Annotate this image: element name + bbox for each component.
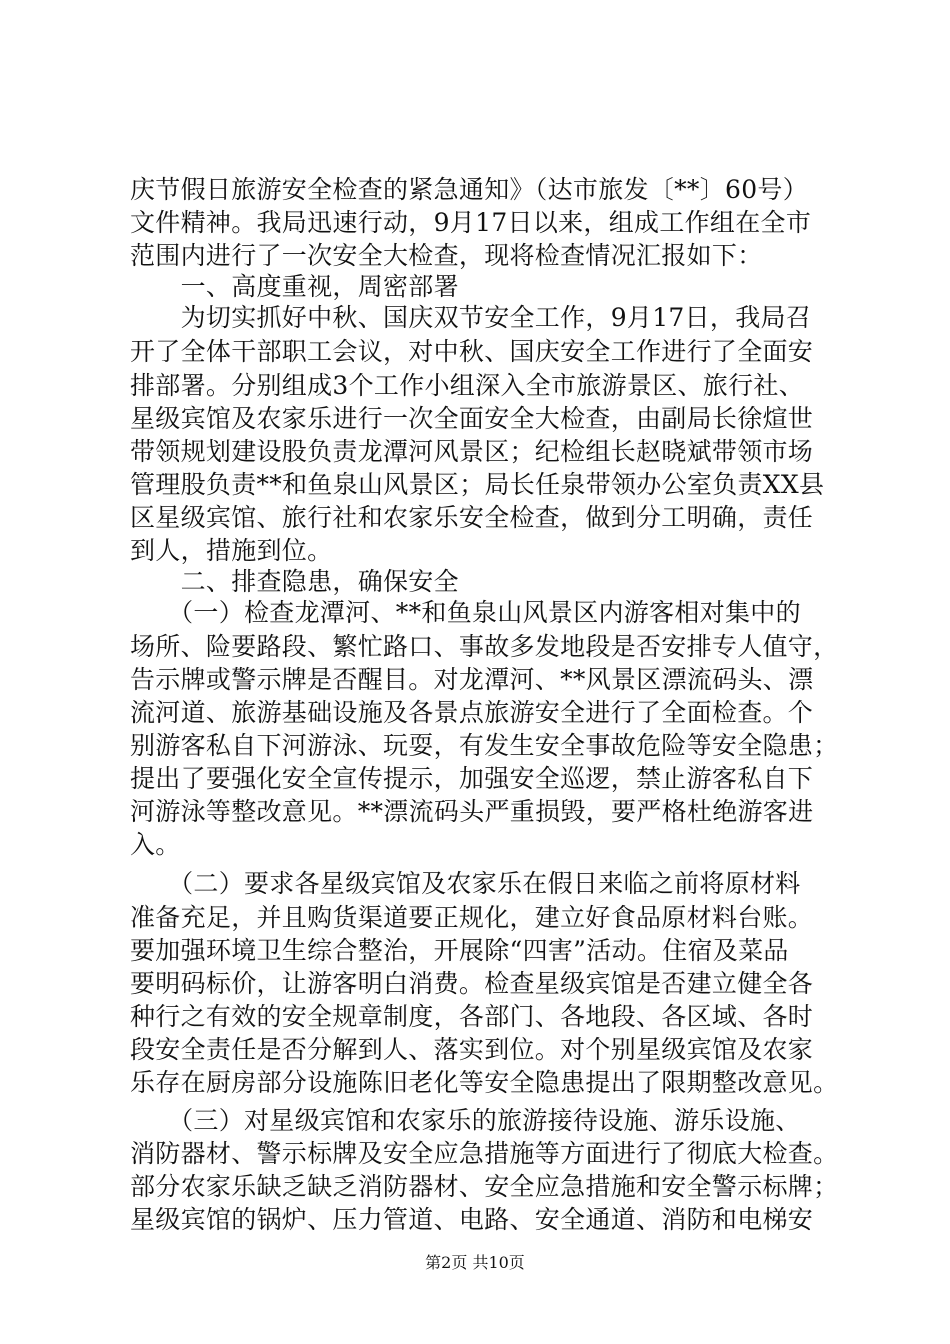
text-line: 要加强环境卫生综合整治，开展除“四害”活动。住宿及菜品 bbox=[130, 936, 789, 965]
text-line: 别游客私自下河游泳、玩耍，有发生安全事故危险等安全隐患； bbox=[130, 731, 839, 760]
page-number-footer: 第2页 共10页 bbox=[425, 1253, 525, 1272]
text-line: 范围内进行了一次安全大检查，现将检查情况汇报如下： bbox=[130, 241, 763, 270]
text-line: 要明码标价，让游客明白消费。检查星级宾馆是否建立健全各 bbox=[130, 969, 814, 998]
text-line: 乐存在厨房部分设施陈旧老化等安全隐患提出了限期整改意见。 bbox=[130, 1068, 839, 1097]
text-line: 为切实抓好中秋、国庆双节安全工作，9月17日，我局召 bbox=[130, 303, 812, 332]
text-line: 庆节假日旅游安全检查的紧急通知》（达市旅发〔**〕60号） bbox=[130, 175, 809, 204]
text-line: 排部署。分别组成3个工作小组深入全市旅游景区、旅行社、 bbox=[130, 371, 805, 400]
text-line: 星级宾馆及农家乐进行一次全面安全大检查，由副局长徐煊世 bbox=[130, 404, 814, 433]
text-line: 带领规划建设股负责龙潭河风景区；纪检组长赵晓斌带领市场 bbox=[130, 437, 814, 466]
text-line: 入。 bbox=[130, 830, 181, 859]
text-line: 段安全责任是否分解到人、落实到位。对个别星级宾馆及农家 bbox=[130, 1035, 814, 1064]
text-line: 到人，措施到位。 bbox=[130, 536, 333, 565]
text-line: 开了全体干部职工会议，对中秋、国庆安全工作进行了全面安 bbox=[130, 337, 814, 366]
text-line: 管理股负责**和鱼泉山风景区；局长任泉带领办公室负责XX县 bbox=[130, 470, 825, 499]
text-line: 场所、险要路段、繁忙路口、事故多发地段是否安排专人值守， bbox=[130, 632, 839, 661]
text-line: 星级宾馆的锅炉、压力管道、电路、安全通道、消防和电梯安 bbox=[130, 1205, 814, 1234]
text-line: （三）对星级宾馆和农家乐的旅游接待设施、游乐设施、 bbox=[130, 1106, 801, 1135]
text-line: 种行之有效的安全规章制度，各部门、各地段、各区域、各时 bbox=[130, 1002, 814, 1031]
text-line: 消防器材、警示标牌及安全应急措施等方面进行了彻底大检查。 bbox=[130, 1139, 839, 1168]
text-line: 告示牌或警示牌是否醒目。对龙潭河、**风景区漂流码头、漂 bbox=[130, 665, 814, 694]
text-line: 流河道、旅游基础设施及各景点旅游安全进行了全面检查。个 bbox=[130, 698, 814, 727]
text-line: （二）要求各星级宾馆及农家乐在假日来临之前将原材料 bbox=[130, 869, 801, 898]
text-line: （一）检查龙潭河、**和鱼泉山风景区内游客相对集中的 bbox=[130, 598, 801, 627]
text-line: 区星级宾馆、旅行社和农家乐安全检查，做到分工明确，责任 bbox=[130, 503, 814, 532]
text-line: 提出了要强化安全宣传提示，加强安全巡逻，禁止游客私自下 bbox=[130, 764, 814, 793]
section-heading: 一、高度重视，周密部署 bbox=[130, 272, 459, 301]
text-line: 准备充足，并且购货渠道要正规化，建立好食品原材料台账。 bbox=[130, 903, 814, 932]
text-line: 部分农家乐缺乏缺乏消防器材、安全应急措施和安全警示标牌； bbox=[130, 1172, 839, 1201]
text-line: 河游泳等整改意见。**漂流码头严重损毁，要严格杜绝游客进 bbox=[130, 797, 814, 826]
section-heading: 二、排查隐患，确保安全 bbox=[130, 567, 459, 596]
text-line: 文件精神。我局迅速行动，9月17日以来，组成工作组在全市 bbox=[130, 208, 812, 237]
